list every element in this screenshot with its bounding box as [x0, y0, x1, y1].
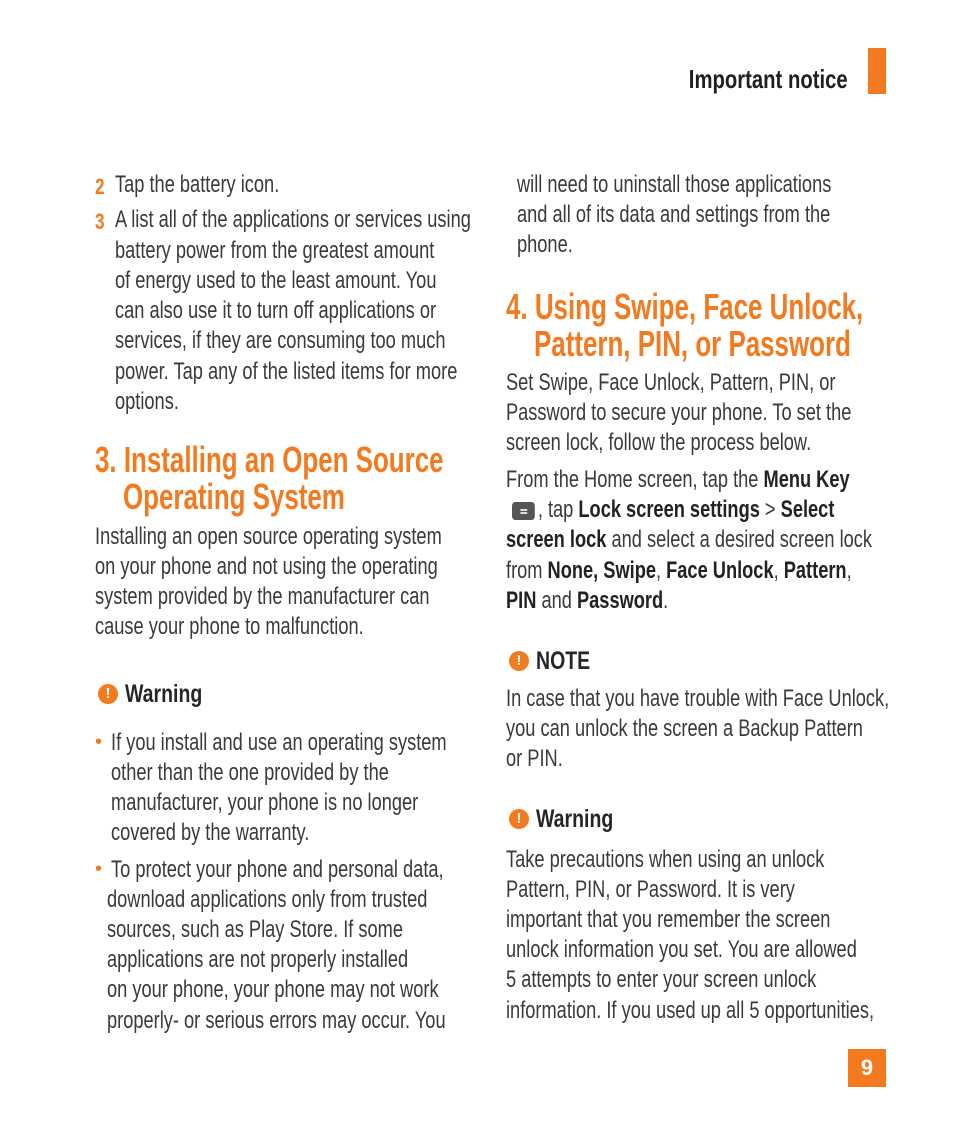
bullet-text: sources, such as Play Store. If some — [107, 916, 404, 943]
step-text: Tap the battery icon. — [115, 171, 280, 198]
bullet-text: manufacturer, your phone is no longer — [111, 789, 419, 816]
page-number: 9 — [848, 1049, 886, 1087]
note-text: In case that you have trouble with Face Unlock, — [506, 685, 890, 712]
bullet-text: download applications only from trusted — [107, 886, 428, 913]
section-body: system provided by the manufacturer can — [95, 583, 430, 610]
bullet-text: To protect your phone and personal data, — [111, 856, 444, 883]
alert-icon: ! — [509, 809, 529, 829]
warning-title: Warning — [536, 805, 614, 833]
option-face-unlock: Face Unlock — [666, 557, 774, 584]
page-section-title: Important notice — [689, 64, 848, 94]
separator: , — [846, 557, 852, 584]
option-pattern: Pattern — [783, 557, 847, 584]
instruction-text: and select a desired screen lock — [606, 526, 873, 553]
instruction-line — [512, 495, 834, 525]
bullet-text: applications are not properly installed — [107, 946, 409, 973]
bullet-icon: • — [95, 731, 103, 753]
select-label: Select — [780, 496, 835, 523]
step-text: of energy used to the least amount. You — [115, 267, 437, 294]
bullet-text: covered by the warranty. — [111, 819, 310, 846]
warning-text: Take precautions when using an unlock — [506, 846, 825, 873]
warning-title: Warning — [125, 680, 203, 708]
section-body: on your phone and not using the operating — [95, 553, 438, 580]
section-heading: 3. Installing an Open Source — [95, 439, 444, 480]
header-accent-bar — [868, 48, 886, 94]
menu-key-label: Menu Key — [763, 466, 850, 493]
warning-text: unlock information you set. You are allowed — [506, 936, 857, 963]
warning-text: 5 attempts to enter your screen unlock — [506, 966, 817, 993]
option-pin: PIN — [506, 587, 537, 614]
note-text: you can unlock the screen a Backup Pattern — [506, 715, 863, 742]
separator: , — [773, 557, 784, 584]
note-title: NOTE — [536, 647, 591, 675]
warning-text: Pattern, PIN, or Password. It is very — [506, 876, 795, 903]
instruction-line — [506, 556, 852, 586]
screen-lock-label: screen lock — [506, 526, 607, 553]
bullet-text: on your phone, your phone may not work — [107, 976, 439, 1003]
lock-screen-settings-label: Lock screen settings — [578, 496, 760, 523]
alert-icon: ! — [98, 684, 118, 704]
instruction-text: from — [506, 557, 548, 584]
step-text: can also use it to turn off applications or — [115, 297, 437, 324]
bullet-text: properly- or serious errors may occur. You — [107, 1007, 446, 1034]
section-heading: 4. Using Swipe, Face Unlock, — [506, 286, 864, 327]
section-body: Password to secure your phone. To set the — [506, 399, 852, 426]
section-heading: Pattern, PIN, or Password — [534, 323, 851, 364]
instruction-line — [506, 525, 872, 555]
alert-icon: ! — [509, 651, 529, 671]
step-text: power. Tap any of the listed items for more — [115, 358, 458, 385]
step-text: battery power from the greatest amount — [115, 237, 435, 264]
section-body: Set Swipe, Face Unlock, Pattern, PIN, or — [506, 369, 836, 396]
instruction-text: . — [663, 587, 669, 614]
bullet-text: other than the one provided by the — [111, 759, 389, 786]
instruction-text: From the Home screen, tap the — [506, 466, 764, 493]
instruction-text: , tap — [537, 496, 579, 523]
warning-text: important that you remember the screen — [506, 906, 831, 933]
section-body: Installing an open source operating system — [95, 523, 442, 550]
instruction-text: > — [759, 496, 781, 523]
step-text: options. — [115, 388, 179, 415]
step-text: A list all of the applications or services using — [115, 206, 471, 233]
section-body: cause your phone to malfunction. — [95, 613, 364, 640]
section-body: screen lock, follow the process below. — [506, 429, 812, 456]
instruction-line — [506, 465, 850, 495]
separator: , — [655, 557, 667, 584]
step-text: services, if they are consuming too much — [115, 327, 446, 354]
note-text: or PIN. — [506, 745, 563, 772]
step-number: 3 — [95, 209, 105, 234]
warning-text: information. If you used up all 5 opportunities, — [506, 997, 875, 1024]
continued-text: and all of its data and settings from the — [517, 201, 831, 228]
menu-key-icon — [512, 502, 535, 520]
option-none-swipe: None, Swipe — [547, 557, 656, 584]
bullet-text: If you install and use an operating system — [111, 729, 447, 756]
continued-text: phone. — [517, 231, 573, 258]
instruction-line — [506, 586, 668, 616]
step-number: 2 — [95, 174, 105, 199]
continued-text: will need to uninstall those applications — [517, 171, 832, 198]
bullet-icon: • — [95, 858, 103, 880]
instruction-text: and — [536, 587, 577, 614]
option-password: Password — [576, 587, 664, 614]
section-heading: Operating System — [123, 476, 345, 517]
